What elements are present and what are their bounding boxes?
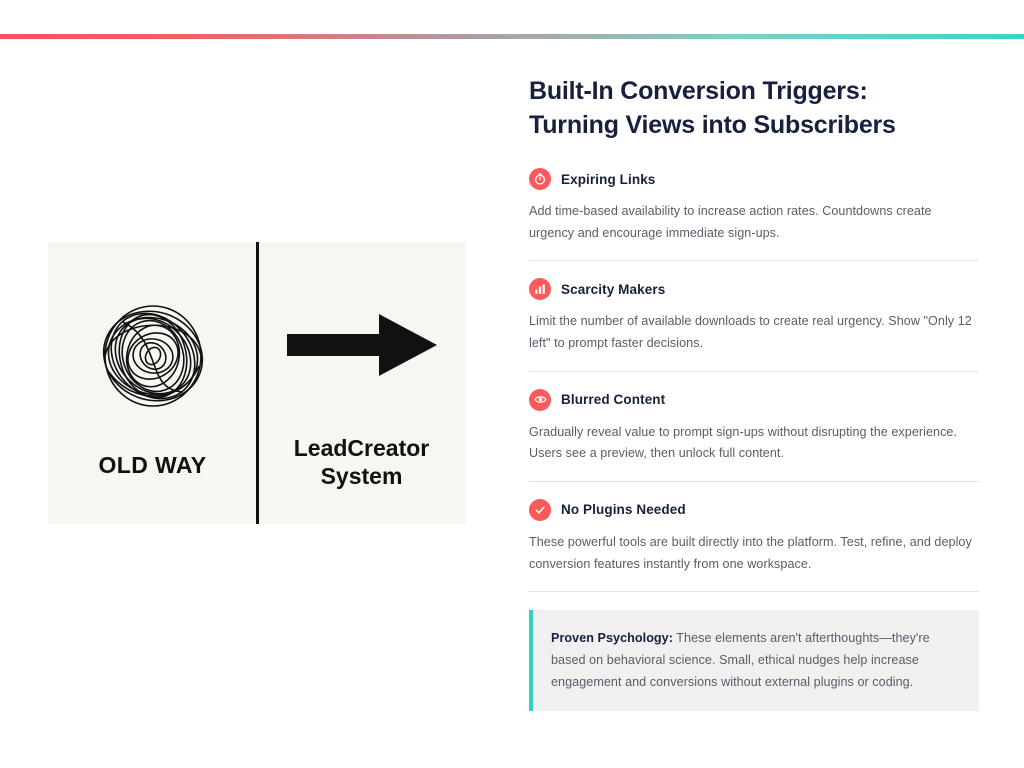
feature-header [529,278,979,300]
feature-header [529,499,979,521]
feature-body: Gradually reveal value to prompt sign-ups without disrupting the experience. Users see a preview, then unlock full content. [529,424,958,461]
feature-body: These powerful tools are built directly into the platform. Test, refine, and deploy conversion features instantly from one workspace. [529,534,972,571]
callout-body: These elements aren't afterthoughts—they're based on behavioral science. Small, ethical nudges help increase engagement and conversions without external plugins or coding. [551,631,930,690]
right-arrow-icon [287,312,437,378]
feature-body: Add time-based availability to increase action rates. Countdowns create urgency and encourage immediate sign-ups. [529,204,932,240]
tangled-scribble-icon [83,286,223,426]
arrow-container [282,275,442,415]
feature-title: Expiring Links [561,171,656,187]
feature-header [529,389,979,411]
callout-text [551,627,959,693]
leadcreator-half [257,242,466,524]
callout-box [529,610,979,711]
old-way-half [48,242,257,524]
page-title-line1: Built-In Conversion Triggers: [529,77,868,105]
leadcreator-label: LeadCreator System [293,435,430,489]
feature-item [529,168,979,261]
page-title-line2: Turning Views into Subscribers [529,111,896,139]
feature-header [529,168,979,190]
check-icon [529,499,551,521]
feature-title: Scarcity Makers [561,281,666,297]
bar-chart-icon [529,278,551,300]
content-column [529,74,979,711]
top-gradient-bar [0,34,1024,39]
old-way-label: OLD WAY [98,452,207,479]
page-title [529,74,979,142]
feature-item [529,499,979,592]
feature-item [529,389,979,482]
feature-title: No Plugins Needed [561,502,686,518]
timer-icon [529,168,551,190]
feature-item [529,278,979,371]
feature-body: Limit the number of available downloads to create real urgency. Show "Only 12 left" to prompt faster decisions. [529,314,972,350]
eye-icon [529,389,551,411]
feature-title: Blurred Content [561,392,666,408]
comparison-visual [48,242,466,524]
callout-label: Proven Psychology: [551,631,673,646]
